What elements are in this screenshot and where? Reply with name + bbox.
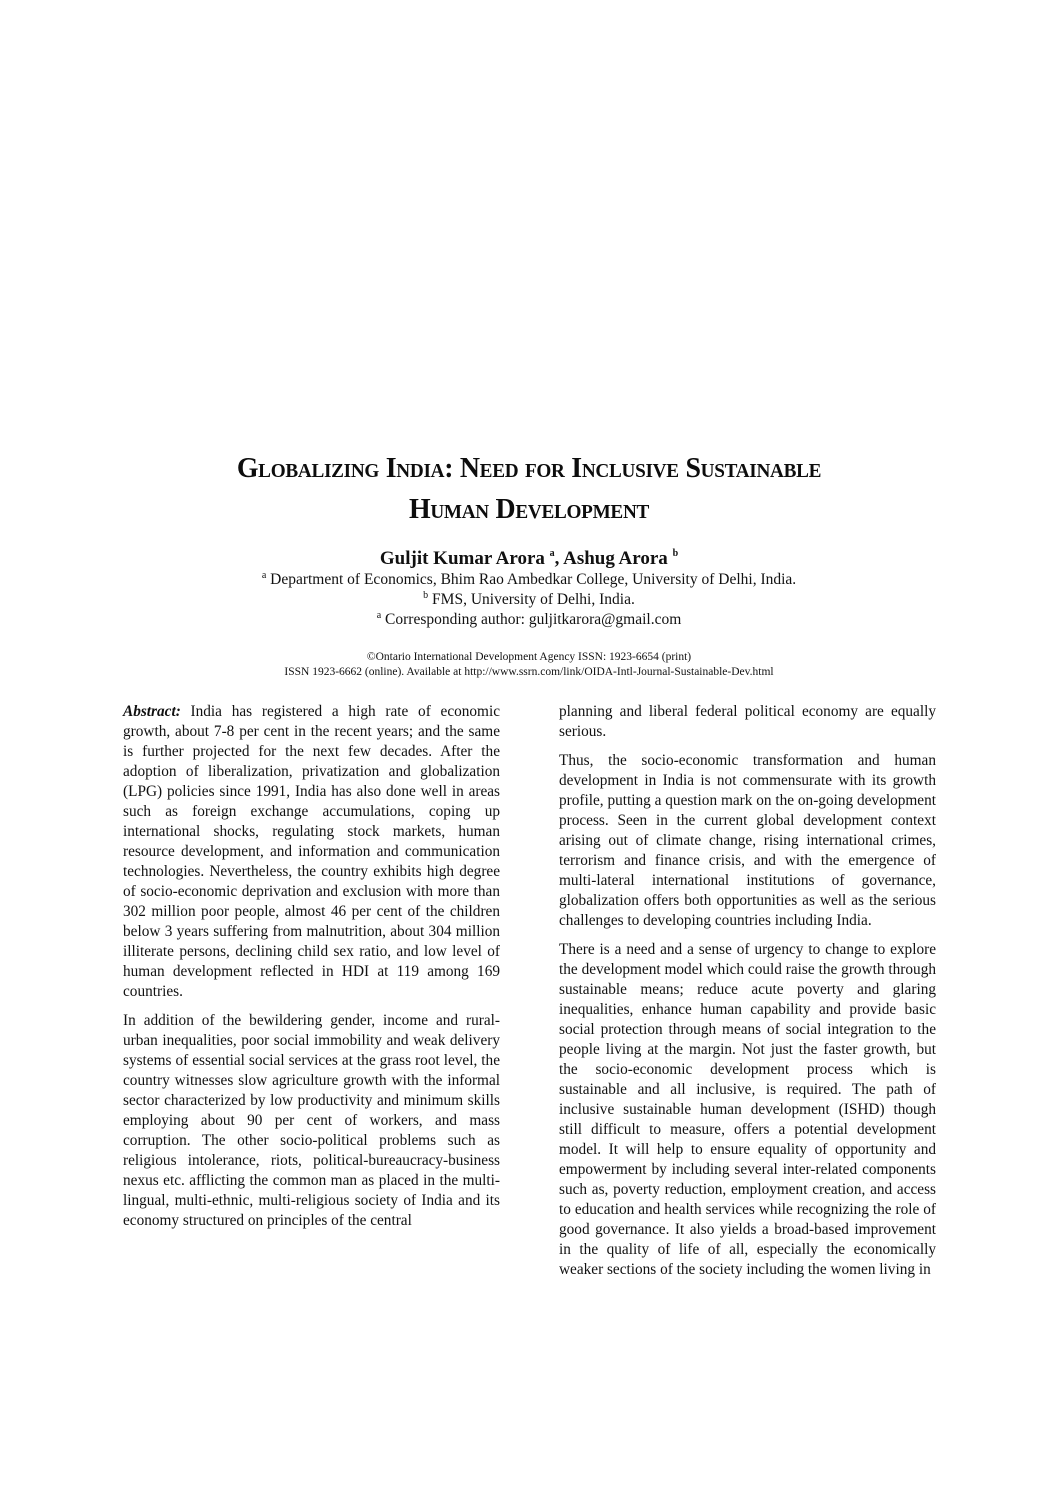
affiliation-text: FMS, University of Delhi, India. (428, 591, 635, 608)
affiliation-mark: b (423, 590, 429, 601)
corresponding-author-text: Corresponding author: guljitkarora@gmail.com (381, 611, 682, 628)
right-column (559, 702, 936, 1289)
affiliation-mark: a (261, 570, 267, 581)
author-affil-mark: a (549, 548, 555, 559)
author-list (100, 548, 958, 570)
affiliation-1 (100, 570, 958, 590)
paper-title (100, 448, 958, 530)
body-paragraph: In addition of the bewildering gender, income and rural-urban inequalities, poor social immobility and weak delivery systems of essential social services at the grass root level, the country witnesses slow agriculture growth with the informal sector characterized by low productivity and minimum skills employing about 90 per cent of workers, and mass corruption. The other socio-political problems such as religious intolerance, riots, political-bureaucracy-business nexus etc. afflicting the common man as placed in the multi-lingual, multi-ethnic, multi-religious society of India and its economy structured on principles of the central (123, 1012, 500, 1229)
author-name: Guljit Kumar Arora (379, 548, 545, 569)
author-separator: , (554, 548, 564, 569)
abstract-paragraph (123, 702, 500, 1002)
journal-copyright-line: ©Ontario International Development Agency ISSN: 1923-6654 (print) (366, 651, 692, 663)
body-paragraph: There is a need and a sense of urgency to change to explore the development model which could raise the growth through sustainable means; reduce acute poverty and glaring inequalities, enhance human capability and provide basic social protection through means of social integration to the people living at the margin. Not just the faster growth, but the socio-economic development process which is sustainable and all inclusive, is required. The path of inclusive sustainable human development (ISHD) though still difficult to measure, offers a potential development model. It will help to ensure equality of opportunity and empowerment by including several inter-related components such as, poverty reduction, employment creation, and access to education and health services while recognizing the role of good governance. It also yields a broad-based improvement in the quality of life of all, especially the economically weaker sections of the society including the women living in (559, 941, 936, 1278)
affiliation-2 (100, 590, 958, 610)
journal-issn-line: ISSN 1923-6662 (online). Available at http://www.ssrn.com/link/OIDA-Intl-Journal-Sustainable-Dev.html (284, 666, 774, 678)
title-line-2: Human Development (408, 493, 650, 525)
abstract-text: India has registered a high rate of economic growth, about 7-8 per cent in the recent years; and the same is further projected for the next few decades. After the adoption of liberalization, privatization and globalization (LPG) policies since 1991, India has also done well in areas such as foreign exchange accumulations, coping up international shocks, regulating stock markets, human resource development, and information and communication technologies. Nevertheless, the country exhibits high degree of socio-economic deprivation and exclusion with more than 302 million poor people, almost 46 per cent of the children below 3 years suffering from malnutrition, about 304 million illiterate persons, declining child sex ratio, and low level of human development reflected in HDI at 119 among 169 countries. (123, 703, 500, 1000)
abstract-label: Abstract: (123, 703, 181, 720)
author-name: Ashug Arora (563, 548, 668, 569)
body-paragraph: Thus, the socio-economic transformation and human development in India is not commensurate with its growth profile, putting a question mark on the on-going development process. Seen in the current global development context arising out of climate change, rising international crimes, terrorism and finance crisis, and with the emergence of multi-lateral international institutions of governance, globalization offers both opportunities as well as the serious challenges to developing countries including India. (559, 752, 936, 929)
author-affil-mark: b (672, 548, 679, 559)
title-line-1: Globalizing India: Need for Inclusive Sustainable (236, 452, 822, 484)
affiliation-text: Department of Economics, Bhim Rao Ambedkar College, University of Delhi, India. (266, 571, 797, 588)
left-column (123, 702, 500, 1240)
corresponding-author (100, 610, 958, 630)
affiliation-mark: a (376, 610, 382, 621)
body-paragraph: planning and liberal federal political economy are equally serious. (559, 703, 936, 740)
